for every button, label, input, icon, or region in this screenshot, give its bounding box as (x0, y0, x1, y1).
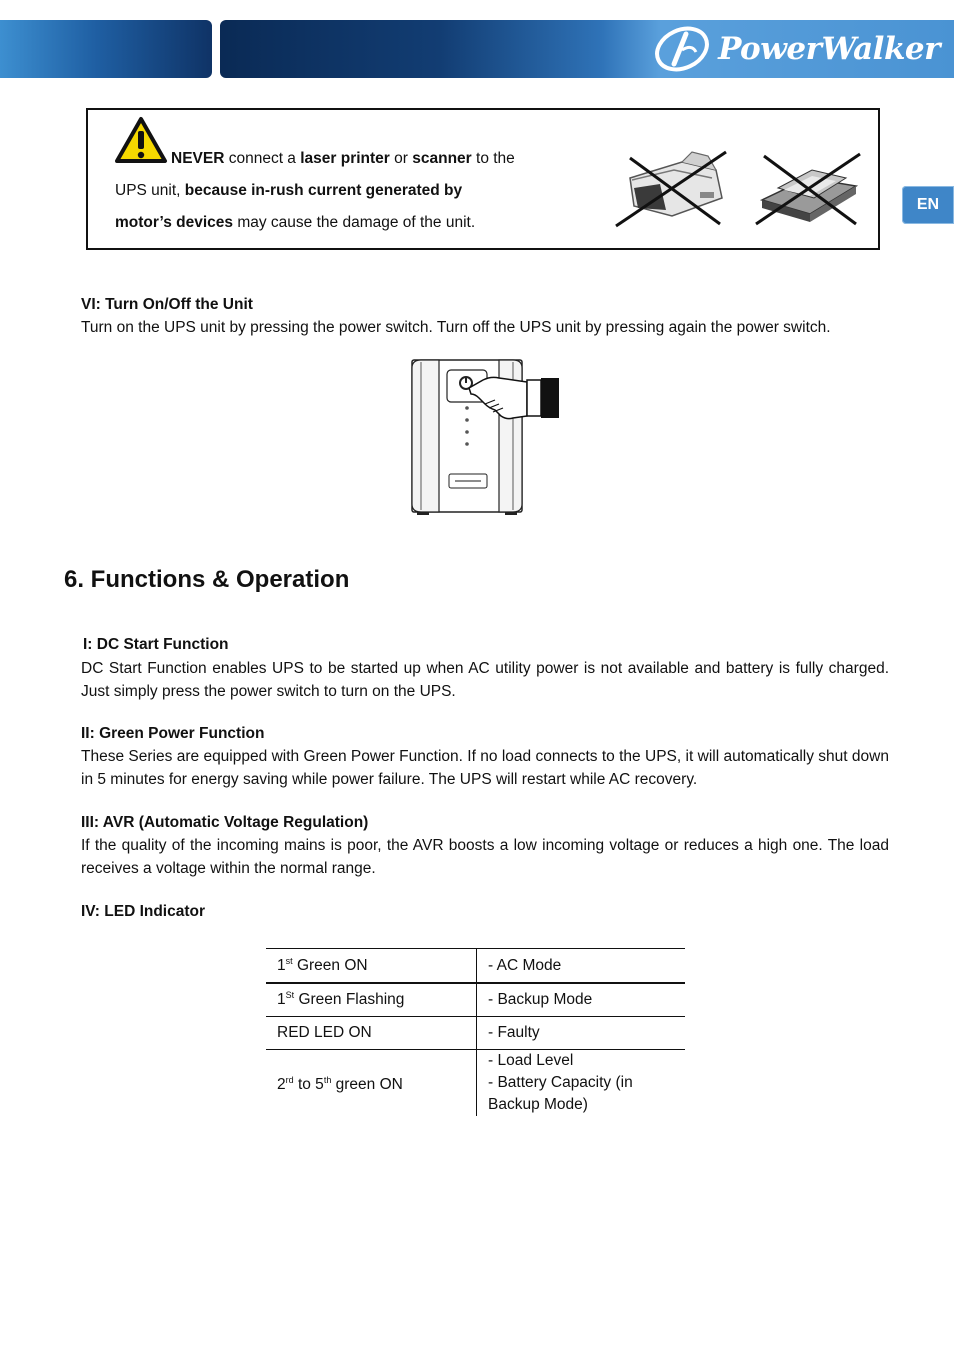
section-iv-heading: IV: LED Indicator (81, 903, 206, 920)
table-row (266, 983, 685, 1017)
scanner-crossed-icon (748, 148, 866, 228)
table-cell: - Load Level - Battery Capacity (in Backup Mode) (488, 1052, 633, 1113)
warning-never: NEVER (171, 150, 225, 167)
section-i-heading: I: DC Start Function (83, 636, 229, 653)
section-ii-text: These Series are equipped with Green Power Function. If no load connects to the UPS, it will automatically shut down in 5 minutes for energy saving while power failure. The UPS will restart while AC recovery. (81, 748, 889, 788)
header-banner (0, 20, 954, 78)
brand-swoosh-icon (652, 26, 712, 72)
warning-laser-printer: laser printer (300, 150, 390, 167)
printer-crossed-icon (612, 148, 730, 228)
banner-left-block (0, 20, 212, 78)
ups-power-switch-illustration (409, 358, 561, 516)
table-cell: 1St Green Flashing (266, 983, 477, 1017)
language-tab-en[interactable]: EN (902, 186, 954, 224)
banner-right-block (220, 20, 954, 78)
brand-logo (652, 26, 940, 72)
section-vi-heading: VI: Turn On/Off the Unit (81, 296, 253, 313)
section-iii-text: If the quality of the incoming mains is poor, the AVR boosts a low incoming voltage or reduces a high one. The load receives a voltage within the normal range. (81, 837, 889, 877)
section-ii-heading: II: Green Power Function (81, 725, 265, 742)
warning-motor-devices: motor’s devices (115, 214, 234, 231)
table-cell: 2rd to 5th green ON (266, 1050, 477, 1117)
table-row (266, 1017, 685, 1050)
table-cell: - Backup Mode (477, 983, 686, 1017)
table-cell: RED LED ON (266, 1017, 477, 1050)
table-row (266, 949, 685, 984)
table-row (266, 1050, 685, 1117)
led-indicator-table (266, 948, 685, 1116)
warning-box (86, 108, 880, 250)
section-vi-text: Turn on the UPS unit by pressing the power switch. Turn off the UPS unit by pressing again the power switch. (81, 319, 831, 336)
section-iii-heading: III: AVR (Automatic Voltage Regulation) (81, 814, 369, 831)
table-cell: 1st Green ON (266, 949, 477, 984)
brand-name: PowerWalker (718, 31, 940, 67)
warning-scanner: scanner (412, 150, 472, 167)
warning-inrush: because in-rush current generated by (184, 182, 463, 199)
warning-text: NEVER connect a laser printer or scanner to the UPS unit, because in-rush current generated by motor’s devices may cause the damage of the unit. (115, 150, 515, 231)
table-cell: - Faulty (477, 1017, 686, 1050)
section-i-text: DC Start Function enables UPS to be started up when AC utility power is not available and battery is fully charged. Just simply press the power switch to turn on the UPS. (81, 660, 889, 700)
table-cell: - AC Mode (477, 949, 686, 984)
chapter-title: 6. Functions & Operation (64, 566, 350, 593)
